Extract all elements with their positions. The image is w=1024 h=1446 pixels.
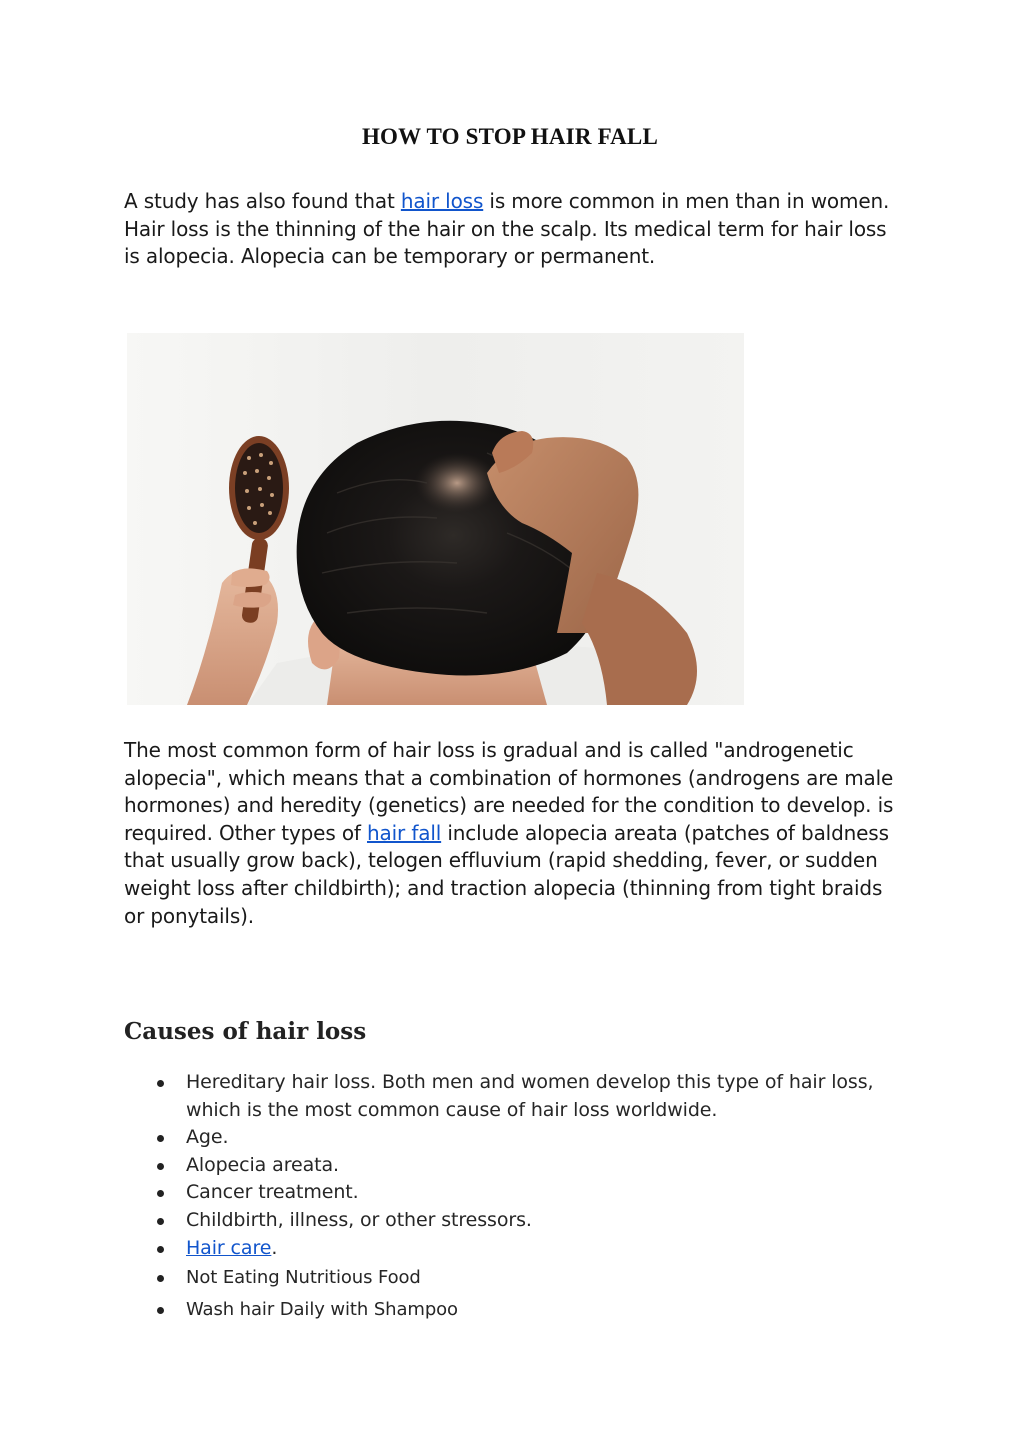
intro-paragraph — [124, 188, 894, 271]
hair-loss-photo — [127, 333, 744, 705]
list-item — [124, 1069, 904, 1124]
bullet-icon — [157, 1307, 164, 1314]
list-item — [124, 1152, 904, 1180]
list-item-text: Not Eating Nutritious Food — [186, 1267, 421, 1289]
list-item-text: Alopecia areata. — [186, 1153, 339, 1176]
list-item-text: Hereditary hair loss. Both men and women develop this type of hair loss, which is the most common cause of hair loss worldwide. — [186, 1071, 874, 1121]
hair-loss-link[interactable]: hair loss — [400, 189, 484, 213]
list-item — [124, 1179, 904, 1207]
list-item-text: Age. — [186, 1126, 229, 1149]
list-item — [124, 1235, 904, 1263]
list-item — [124, 1124, 904, 1152]
bullet-icon — [157, 1218, 164, 1225]
bullet-icon — [157, 1135, 164, 1142]
bullet-icon — [157, 1190, 164, 1197]
hair-care-link[interactable]: Hair care — [186, 1236, 272, 1259]
body-text-after: include alopecia areata (patches of baldness that usually grow back), telogen effluvium (rapid shedding, fever, or sudden weight loss after childbirth); and traction alopecia (thinning from tight braids or ponytails). — [124, 820, 889, 928]
bullet-icon — [157, 1246, 164, 1253]
list-item-suffix: . — [271, 1236, 278, 1259]
body-paragraph — [124, 737, 904, 930]
list-item — [124, 1296, 904, 1324]
bullet-icon — [157, 1163, 164, 1170]
intro-text-before: A study has also found that — [124, 189, 401, 213]
bullet-icon — [157, 1275, 164, 1282]
list-item-text: Childbirth, illness, or other stressors. — [186, 1208, 532, 1231]
body-text-before: The most common form of hair loss is gradual and is called "androgenetic alopecia", which means that a combination of hormones (androgens are male hormones) and heredity (genetics) are needed for the condition to develop. is required. Other types of — [124, 738, 894, 845]
list-item — [124, 1264, 904, 1292]
causes-heading: Causes of hair loss — [124, 1018, 367, 1045]
bullet-icon — [157, 1080, 164, 1087]
list-item-text: Wash hair Daily with Shampoo — [186, 1298, 458, 1320]
list-item-text: Cancer treatment. — [186, 1181, 359, 1204]
hair-fall-link[interactable]: hair fall — [367, 820, 442, 845]
causes-list — [124, 1069, 904, 1323]
intro-text-after: is more common in men than in women. Hair loss is the thinning of the hair on the scalp. Its medical term for hair loss is alopecia. Alopecia can be temporary or permanent. — [124, 189, 890, 269]
list-item — [124, 1207, 904, 1235]
page-title: HOW TO STOP HAIR FALL — [361, 124, 659, 149]
